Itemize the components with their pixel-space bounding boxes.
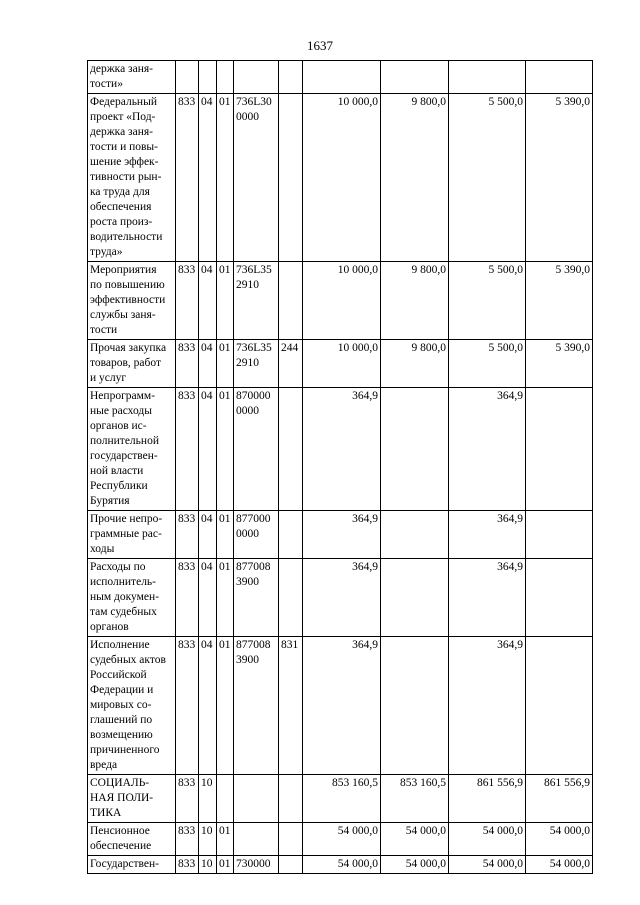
section-cell: 04 [199,511,217,559]
subsection-cell: 01 [217,388,234,511]
target-article-cell [234,637,279,775]
table-row [88,637,593,775]
row-name-line: государствен- [90,450,158,462]
row-name-line: тости» [90,78,123,90]
amount-cell-4 [526,511,593,559]
table-row [88,94,593,262]
ved-cell: 833 [176,94,199,262]
amount-cell-3: 54 000,0 [449,856,526,874]
ved-cell: 833 [176,775,199,823]
amount-cell-1: 364,9 [303,388,381,511]
row-name-line: там судебных [90,606,157,618]
row-name-line: Мероприятия [90,264,157,276]
target-article-cell [234,856,279,874]
subsection-cell: 01 [217,823,234,856]
table-row [88,340,593,388]
target-article-cell [234,94,279,262]
subsection-cell: 01 [217,856,234,874]
amount-cell-4 [526,637,593,775]
expense-type-cell [279,511,303,559]
target-article-cell [234,823,279,856]
table-row [88,856,593,874]
target-article-cell [234,388,279,511]
target-article-line: 730000 [236,858,271,870]
target-article-line: 877008 [236,561,271,573]
row-name-cell [88,823,176,856]
amount-cell-2: 9 800,0 [381,340,449,388]
row-name-line: НАЯ ПОЛИ- [90,792,154,804]
row-name-cell [88,856,176,874]
amount-cell-4: 5 390,0 [526,262,593,340]
target-article-line: 736L30 [236,96,272,108]
row-name-line: эффективности [90,294,166,306]
expense-type-cell [279,61,303,94]
amount-cell-4: 861 556,9 [526,775,593,823]
amount-cell-4 [526,559,593,637]
ved-cell [176,61,199,94]
table-row [88,775,593,823]
table-row [88,511,593,559]
ved-cell: 833 [176,637,199,775]
subsection-cell [217,775,234,823]
row-name-line: Пенсионное [90,825,150,837]
row-name-line: роста произ- [90,216,153,228]
target-article-line: 0000 [236,405,259,417]
subsection-cell: 01 [217,511,234,559]
row-name-line: СОЦИАЛЬ- [90,777,150,789]
expense-type-cell [279,388,303,511]
row-name-line: возмещению [90,729,153,741]
row-name-line: Расходы по [90,561,146,573]
row-name-line: Государствен- [90,858,159,870]
row-name-cell [88,637,176,775]
row-name-line: ным докумен- [90,591,160,603]
target-article-cell [234,511,279,559]
ved-cell: 833 [176,340,199,388]
row-name-line: Непрограмм- [90,390,156,402]
row-name-line: по повышению [90,279,165,291]
target-article-line: 736L35 [236,342,272,354]
target-article-line: 2910 [236,279,259,291]
target-article-line: 3900 [236,576,259,588]
subsection-cell: 01 [217,262,234,340]
row-name-line: ТИКА [90,807,122,819]
row-name-line: и услуг [90,372,127,384]
row-name-line: ные расходы [90,405,152,417]
amount-cell-2 [381,637,449,775]
row-name-line: граммные рас- [90,528,162,540]
section-cell [199,61,217,94]
subsection-cell [217,61,234,94]
amount-cell-3: 364,9 [449,637,526,775]
section-cell: 10 [199,775,217,823]
row-name-cell [88,94,176,262]
target-article-line: 870000 [236,390,271,402]
row-name-line: причиненного [90,744,160,756]
subsection-cell: 01 [217,637,234,775]
row-name-line: держка заня- [90,126,153,138]
ved-cell: 833 [176,511,199,559]
expense-type-cell [279,856,303,874]
section-cell: 04 [199,94,217,262]
amount-cell-3: 861 556,9 [449,775,526,823]
section-cell: 04 [199,340,217,388]
row-name-line: обеспечения [90,201,152,213]
amount-cell-3: 54 000,0 [449,823,526,856]
subsection-cell: 01 [217,559,234,637]
row-name-line: Федерации и [90,684,154,696]
amount-cell-4: 5 390,0 [526,94,593,262]
section-cell: 10 [199,856,217,874]
amount-cell-1: 853 160,5 [303,775,381,823]
row-name-line: судебных актов [90,654,166,666]
row-name-line: шение эффек- [90,156,159,168]
table-row [88,262,593,340]
row-name-line: держка заня- [90,63,153,75]
amount-cell-4 [526,61,593,94]
row-name-line: Федеральный [90,96,157,108]
amount-cell-3: 5 500,0 [449,340,526,388]
amount-cell-3: 364,9 [449,388,526,511]
amount-cell-2 [381,559,449,637]
row-name-cell [88,262,176,340]
table-row [88,61,593,94]
amount-cell-1 [303,61,381,94]
expense-type-cell [279,775,303,823]
row-name-line: службы заня- [90,309,156,321]
row-name-line: ходы [90,543,115,555]
subsection-cell: 01 [217,94,234,262]
expense-type-cell [279,559,303,637]
target-article-cell [234,262,279,340]
amount-cell-2: 54 000,0 [381,856,449,874]
row-name-line: Прочая закупка [90,342,167,354]
table-row [88,388,593,511]
target-article-cell [234,775,279,823]
expense-type-cell [279,262,303,340]
row-name-line: мировых со- [90,699,152,711]
amount-cell-4: 54 000,0 [526,823,593,856]
amount-cell-4: 5 390,0 [526,340,593,388]
expense-type-cell: 244 [279,340,303,388]
amount-cell-2 [381,61,449,94]
amount-cell-2: 9 800,0 [381,262,449,340]
amount-cell-4: 54 000,0 [526,856,593,874]
row-name-line: проект «Под- [90,111,156,123]
page-number: 1637 [307,38,333,53]
row-name-line: Бурятия [90,495,130,507]
amount-cell-1: 54 000,0 [303,856,381,874]
target-article-line: 2910 [236,357,259,369]
row-name-cell [88,61,176,94]
row-name-line: вреда [90,759,118,771]
expense-type-cell [279,823,303,856]
row-name-line: тости [90,324,118,336]
amount-cell-1: 364,9 [303,559,381,637]
row-name-line: тости и повы- [90,141,158,153]
row-name-line: исполнитель- [90,576,157,588]
row-name-line: глашений по [90,714,153,726]
amount-cell-3: 364,9 [449,511,526,559]
target-article-line: 736L35 [236,264,272,276]
target-article-line: 877008 [236,639,271,651]
row-name-line: труда» [90,246,123,258]
ved-cell: 833 [176,388,199,511]
row-name-line: ка труда для [90,186,150,198]
row-name-line: полнительной [90,435,159,447]
target-article-line: 877000 [236,513,271,525]
section-cell: 04 [199,559,217,637]
amount-cell-2 [381,511,449,559]
table-row [88,823,593,856]
expense-type-cell [279,94,303,262]
row-name-line: Российской [90,669,147,681]
target-article-line: 3900 [236,654,259,666]
amount-cell-3: 5 500,0 [449,94,526,262]
amount-cell-2: 54 000,0 [381,823,449,856]
amount-cell-2: 853 160,5 [381,775,449,823]
amount-cell-1: 54 000,0 [303,823,381,856]
amount-cell-3: 5 500,0 [449,262,526,340]
amount-cell-1: 10 000,0 [303,340,381,388]
section-cell: 04 [199,637,217,775]
ved-cell: 833 [176,856,199,874]
row-name-line: Республики [90,480,148,492]
row-name-line: органов ис- [90,420,147,432]
target-article-cell [234,559,279,637]
row-name-line: водительности [90,231,163,243]
amount-cell-2: 9 800,0 [381,94,449,262]
amount-cell-4 [526,388,593,511]
row-name-line: тивности рын- [90,171,162,183]
amount-cell-1: 364,9 [303,637,381,775]
section-cell: 10 [199,823,217,856]
ved-cell: 833 [176,559,199,637]
table-body [88,61,593,874]
row-name-line: обеспечение [90,840,152,852]
row-name-cell [88,775,176,823]
expense-type-cell: 831 [279,637,303,775]
target-article-cell [234,61,279,94]
amount-cell-2 [381,388,449,511]
row-name-cell [88,559,176,637]
budget-table [87,60,593,874]
row-name-line: Прочие непро- [90,513,163,525]
subsection-cell: 01 [217,340,234,388]
target-article-line: 0000 [236,528,259,540]
amount-cell-1: 10 000,0 [303,94,381,262]
amount-cell-1: 10 000,0 [303,262,381,340]
amount-cell-3: 364,9 [449,559,526,637]
amount-cell-1: 364,9 [303,511,381,559]
section-cell: 04 [199,388,217,511]
amount-cell-3 [449,61,526,94]
row-name-line: Исполнение [90,639,150,651]
row-name-line: ной власти [90,465,144,477]
row-name-line: товаров, работ [90,357,162,369]
row-name-line: органов [90,621,129,633]
row-name-cell [88,340,176,388]
ved-cell: 833 [176,823,199,856]
ved-cell: 833 [176,262,199,340]
target-article-line: 0000 [236,111,259,123]
target-article-cell [234,340,279,388]
row-name-cell [88,511,176,559]
row-name-cell [88,388,176,511]
section-cell: 04 [199,262,217,340]
table-row [88,559,593,637]
